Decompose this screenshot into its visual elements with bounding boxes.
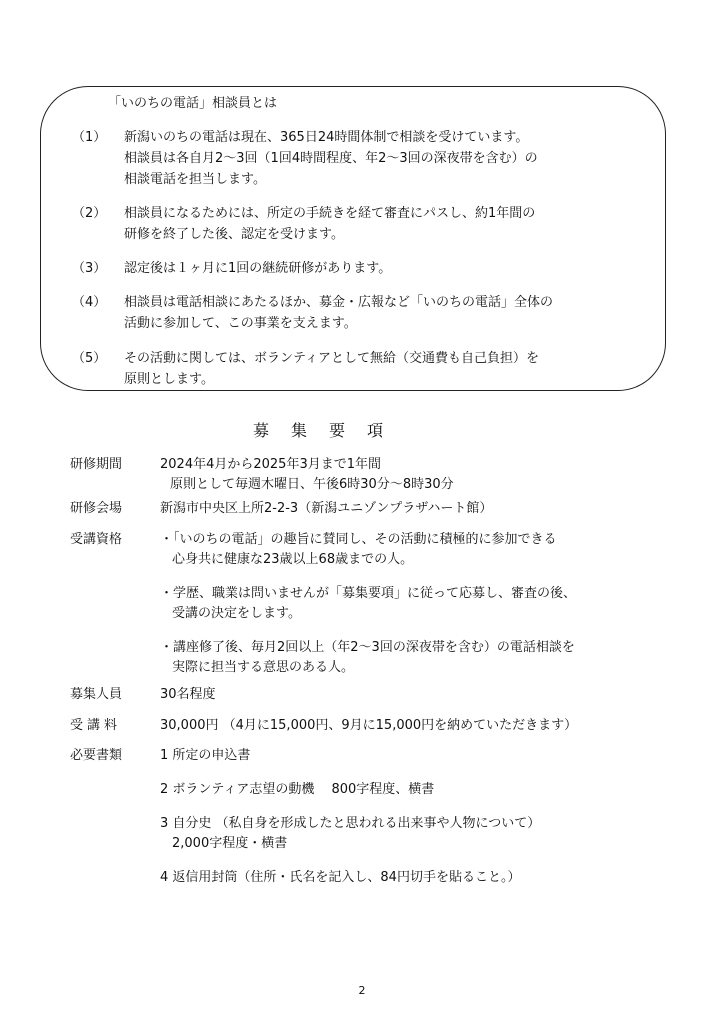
info-item-line: その活動に関しては、ボランティアとして無給（交通費も自己負担）を bbox=[124, 351, 539, 366]
info-item-number: （5） bbox=[72, 351, 107, 366]
info-item-line: 研修を終了した後、認定を受けます。 bbox=[124, 227, 344, 242]
qualification-item bbox=[160, 584, 576, 624]
info-box-title: 「いのちの電話」相談員とは bbox=[108, 96, 278, 111]
document-item bbox=[160, 780, 540, 800]
qualification-item bbox=[160, 638, 576, 678]
document-text: 3 自分史 （私自身を形成したと思われる出来事や人物について） bbox=[160, 816, 541, 831]
info-item-number: （4） bbox=[72, 295, 107, 310]
qualification-text: 実際に担当する意思のある人。 bbox=[172, 660, 355, 675]
period-text: 原則として毎週木曜日、午後6時30分～8時30分 bbox=[170, 477, 454, 492]
venue-label: 研修会場 bbox=[70, 501, 123, 516]
capacity-text: 30名程度 bbox=[160, 687, 216, 702]
info-item-line: 相談員になるためには、所定の手続きを経て審査にパスし、約1年間の bbox=[124, 206, 536, 221]
document-text: 2,000字程度・横書 bbox=[172, 836, 288, 851]
page-number: 2 bbox=[358, 984, 366, 997]
info-item-number: （2） bbox=[72, 206, 107, 221]
section-heading: 募集要項 bbox=[253, 421, 406, 440]
venue-text: 新潟市中央区上所2-2-3（新潟ユニゾンプラザハート館） bbox=[160, 501, 493, 516]
qualification-text: ・講座修了後、毎月2回以上（年2～3回の深夜帯を含む）の電話相談を bbox=[160, 640, 575, 655]
info-item-line: 原則とします。 bbox=[124, 372, 214, 387]
qualification-text: ・「いのちの電話」の趣旨に賛同し、その活動に積極的に参加できる bbox=[160, 532, 557, 547]
qualification-text: 受講の決定をします。 bbox=[172, 606, 301, 621]
info-item-line: 相談員は各自月2～3回（1回4時間程度、年2～3回の深夜帯を含む）の bbox=[124, 151, 538, 166]
document-item bbox=[160, 746, 540, 766]
document-text: 1 所定の申込書 bbox=[160, 748, 251, 763]
info-item-line: 相談電話を担当します。 bbox=[124, 172, 266, 187]
qualification-text: ・学歴、職業は問いませんが「募集要項」に従って応募し、審査の後、 bbox=[160, 586, 577, 601]
fee-label: 受講料 bbox=[70, 718, 122, 733]
period-label: 研修期間 bbox=[70, 457, 123, 472]
qualification-label: 受講資格 bbox=[70, 532, 123, 547]
info-item-line: 相談員は電話相談にあたるほか、募金・広報など「いのちの電話」全体の bbox=[124, 295, 554, 310]
info-item-line: 活動に参加して、この事業を支えます。 bbox=[124, 316, 357, 331]
fee-text: 30,000円 （4月に15,000円、9月に15,000円を納めていただきます） bbox=[160, 718, 578, 733]
info-item-number: （1） bbox=[72, 130, 107, 145]
info-item-line: 新潟いのちの電話は現在、365日24時間体制で相談を受けています。 bbox=[124, 130, 529, 145]
documents-label: 必要書類 bbox=[70, 748, 123, 763]
document-text: 4 返信用封筒（住所・氏名を記入し、84円切手を貼ること。） bbox=[160, 870, 521, 885]
period-text: 2024年4月から2025年3月まで1年間 bbox=[160, 457, 381, 472]
qualification-item bbox=[160, 530, 576, 570]
document-text: 2 ボランティア志望の動機 800字程度、横書 bbox=[160, 782, 435, 797]
document-item bbox=[160, 814, 540, 854]
document-item bbox=[160, 868, 540, 888]
qualification-text: 心身共に健康な23歳以上68歳までの人。 bbox=[172, 552, 414, 567]
capacity-label: 募集人員 bbox=[70, 687, 123, 702]
info-item-number: （3） bbox=[72, 261, 107, 276]
info-item-line: 認定後は１ヶ月に1回の継続研修があります。 bbox=[124, 261, 392, 276]
